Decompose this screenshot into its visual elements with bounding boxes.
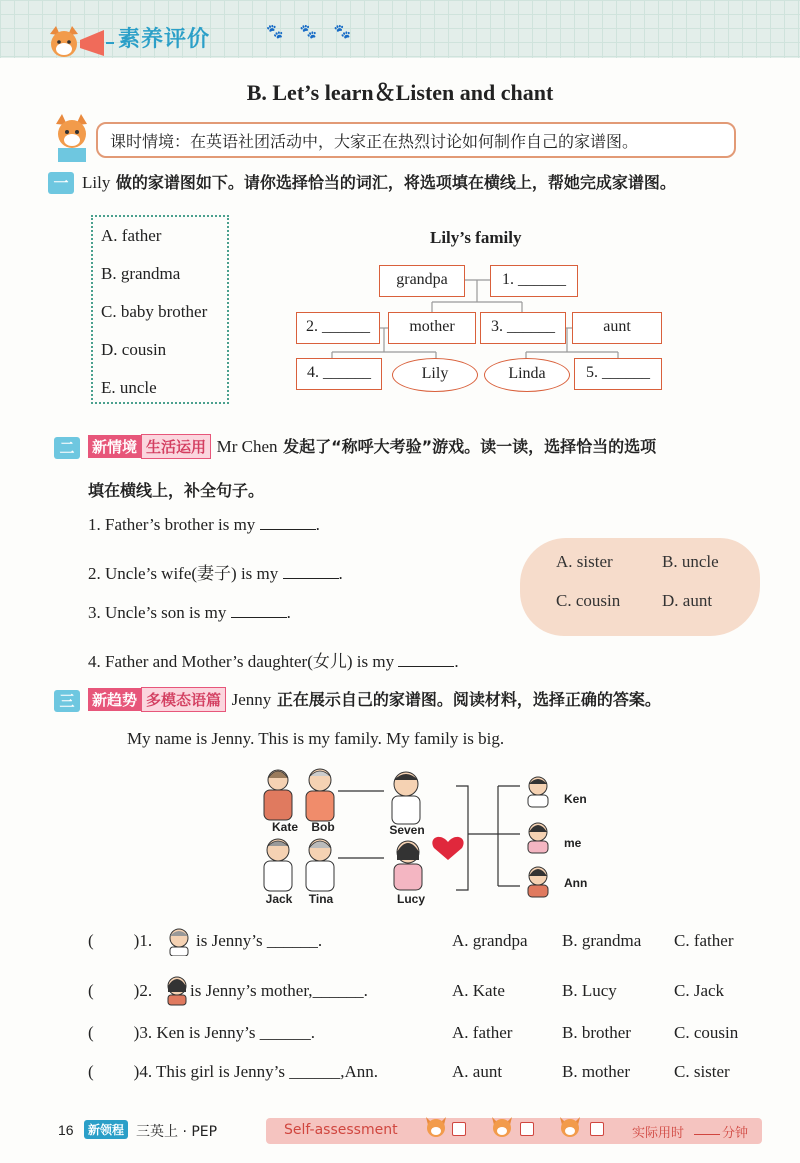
label-ken: Ken [564, 792, 587, 806]
answer-blank[interactable] [283, 565, 339, 579]
q2-option: C. cousin [556, 591, 621, 610]
q3-item-4-option-c[interactable]: C. sister [674, 1062, 730, 1081]
fox-face-icon [490, 1115, 514, 1137]
tree-node-blank-4: 4. ______ [296, 358, 382, 390]
q3-instruction-text: 正在展示自己的家谱图。阅读材料，选择正确的答案。 [271, 690, 661, 709]
answer-paren[interactable]: ( [88, 1023, 94, 1042]
item-stem: is Jenny’s [196, 931, 267, 950]
q3-item-3-option-c[interactable]: C. cousin [674, 1023, 739, 1042]
item-stem: This girl is Jenny’s [152, 1062, 290, 1081]
q2-sentence-2 [88, 559, 343, 584]
kate-figure [264, 770, 292, 820]
q3-item-2-option-b[interactable]: B. Lucy [562, 981, 617, 1000]
q3-item-3 [88, 1023, 315, 1043]
sentence-end: . [315, 515, 320, 534]
label-kate: Kate [271, 820, 298, 834]
label-seven: Seven [389, 823, 425, 837]
page-number: 16 [58, 1122, 74, 1138]
tree-node-lily: Lily [392, 358, 478, 392]
q1-option: C. baby brother [101, 302, 208, 321]
tree-node-blank-5: 5. ______ [574, 358, 662, 390]
label-jack: Jack [265, 892, 293, 906]
item-number: )1. [133, 931, 153, 950]
q3-item-2-option-a[interactable]: A. Kate [452, 981, 505, 1000]
question-number-3: 三 [54, 690, 80, 712]
grandpa-jack-face-icon [166, 926, 192, 956]
time-unit: 分钟 [722, 1126, 749, 1141]
assessment-checkbox-3[interactable] [590, 1122, 604, 1136]
heart-icon [432, 837, 463, 860]
q1-option: E. uncle [101, 378, 157, 397]
assessment-checkbox-1[interactable] [452, 1122, 466, 1136]
tree-node-blank-1: 1. ______ [490, 265, 578, 297]
item-number: )4. [133, 1062, 153, 1081]
answer-blank[interactable] [231, 604, 287, 618]
family-tree-title: Lily’s family [430, 228, 522, 247]
label-ann: Ann [564, 876, 588, 890]
q1-options-box [91, 215, 229, 404]
mother-face-icon [164, 974, 190, 1006]
q3-item-1 [88, 931, 152, 951]
item-number: )2. [133, 981, 153, 1000]
q2-instruction-text: 发起了“称呼大考验”游戏。读一读，选择恰当的选项 [277, 437, 657, 456]
q2-option: D. aunt [662, 591, 713, 610]
time-input[interactable] [694, 1134, 720, 1135]
sentence-text: 2. Uncle’s wife(妻子) is my [88, 564, 283, 583]
fox-reading-icon [48, 114, 96, 164]
paw-prints-icon: 🐾 🐾 🐾 [266, 24, 358, 40]
label-me: me [564, 836, 582, 850]
self-assessment-label: Self-assessment [284, 1122, 398, 1138]
item-stem: Ken is Jenny’s [152, 1023, 260, 1042]
item-blank[interactable]: ______. [266, 931, 323, 950]
q1-instruction [82, 170, 676, 193]
q2-sentence-1 [88, 515, 320, 535]
section-title: 素养评价 [118, 27, 211, 52]
q3-item-3-option-b[interactable]: B. brother [562, 1023, 631, 1042]
tree-node-aunt: aunt [572, 312, 662, 344]
answer-paren[interactable]: ( [88, 981, 94, 1000]
q3-item-2-stem [190, 981, 368, 1001]
q2-instruction-line2: 填在横线上，补全句子。 [88, 481, 265, 500]
course-label: 三英上 · PEP [136, 1124, 218, 1140]
fox-face-icon [424, 1115, 448, 1137]
q3-item-4 [88, 1062, 378, 1082]
tina-figure [306, 839, 334, 891]
fox-megaphone-icon [44, 26, 114, 60]
tree-node-grandpa: grandpa [379, 265, 465, 297]
question-number-1: 一 [48, 172, 74, 194]
jenny-figure [528, 823, 548, 853]
q2-instruction-name: Mr Chen [216, 437, 278, 456]
q2-sentence-4 [88, 647, 459, 672]
tree-node-blank-2: 2. ______ [296, 312, 380, 344]
multimodal-text-tag: 多模态语篇 [141, 687, 226, 712]
sentence-text: 1. Father’s brother is my [88, 515, 260, 534]
q3-instruction-name: Jenny [231, 690, 272, 709]
item-number: )3. [133, 1023, 153, 1042]
assessment-checkbox-2[interactable] [520, 1122, 534, 1136]
q2-instruction [88, 434, 656, 459]
sentence-text: 3. Uncle’s son is my [88, 603, 231, 622]
q3-item-3-option-a[interactable]: A. father [452, 1023, 513, 1042]
ken-figure [528, 777, 548, 807]
q1-instruction-name: Lily [82, 173, 111, 192]
answer-paren[interactable]: ( [88, 931, 94, 950]
label-lucy: Lucy [396, 892, 425, 906]
label-tina: Tina [308, 892, 334, 906]
q3-instruction [88, 687, 661, 712]
answer-blank[interactable] [398, 653, 454, 667]
q3-item-2-option-c[interactable]: C. Jack [674, 981, 725, 1000]
situation-bubble: 课时情境：在英语社团活动中，大家正在热烈讨论如何制作自己的家谱图。 [96, 122, 736, 158]
q1-option: A. father [101, 226, 162, 245]
bob-figure [306, 769, 334, 821]
q3-item-4-option-b[interactable]: B. mother [562, 1062, 630, 1081]
q3-item-4-option-a[interactable]: A. aunt [452, 1062, 503, 1081]
sentence-end: . [338, 564, 343, 583]
new-trend-tag: 新趋势 [88, 688, 141, 711]
tree-node-linda: Linda [484, 358, 570, 392]
q3-item-1-option-c[interactable]: C. father [674, 931, 734, 950]
jack-figure [264, 839, 292, 891]
time-label: 实际用时 [632, 1126, 685, 1141]
q3-item-1-stem [196, 931, 322, 951]
answer-paren[interactable]: ( [88, 1062, 94, 1081]
sentence-end: . [454, 652, 459, 671]
lucy-figure [394, 841, 422, 890]
tree-node-mother: mother [388, 312, 476, 344]
label-bob: Bob [311, 820, 335, 834]
q3-item-2 [88, 981, 152, 1001]
ann-figure [528, 867, 548, 897]
fox-face-icon [558, 1115, 582, 1137]
q2-option: B. uncle [662, 552, 719, 571]
seven-figure [392, 772, 420, 824]
item-blank[interactable]: ______. [312, 981, 368, 1000]
new-situation-tag: 新情境 [88, 435, 141, 458]
question-number-2: 二 [54, 437, 80, 459]
q3-item-1-option-a[interactable]: A. grandpa [452, 931, 528, 950]
sentence-end: . [286, 603, 291, 622]
item-blank[interactable]: ______. [259, 1023, 316, 1042]
answer-blank[interactable] [260, 516, 316, 530]
page-title: B. Let’s learn＆Listen and chant [246, 80, 554, 105]
item-stem: is Jenny’s mother, [190, 981, 313, 1000]
q3-intro: My name is Jenny. This is my family. My family is big. [127, 729, 505, 748]
item-blank[interactable]: ______,Ann. [289, 1062, 378, 1081]
q1-instruction-text: 做的家谱图如下。请你选择恰当的词汇，将选项填在横线上，帮她完成家谱图。 [110, 173, 676, 192]
sentence-text: 4. Father and Mother’s daughter(女儿) is my [88, 652, 399, 671]
tree-node-blank-3: 3. ______ [480, 312, 566, 344]
life-application-tag: 生活运用 [141, 434, 211, 459]
q1-option: D. cousin [101, 340, 167, 359]
q2-option: A. sister [556, 552, 613, 571]
q3-item-1-option-b[interactable]: B. grandma [562, 931, 642, 950]
brand-logo: 新领程 [84, 1120, 128, 1139]
q2-sentence-3 [88, 603, 291, 623]
q1-option: B. grandma [101, 264, 181, 283]
